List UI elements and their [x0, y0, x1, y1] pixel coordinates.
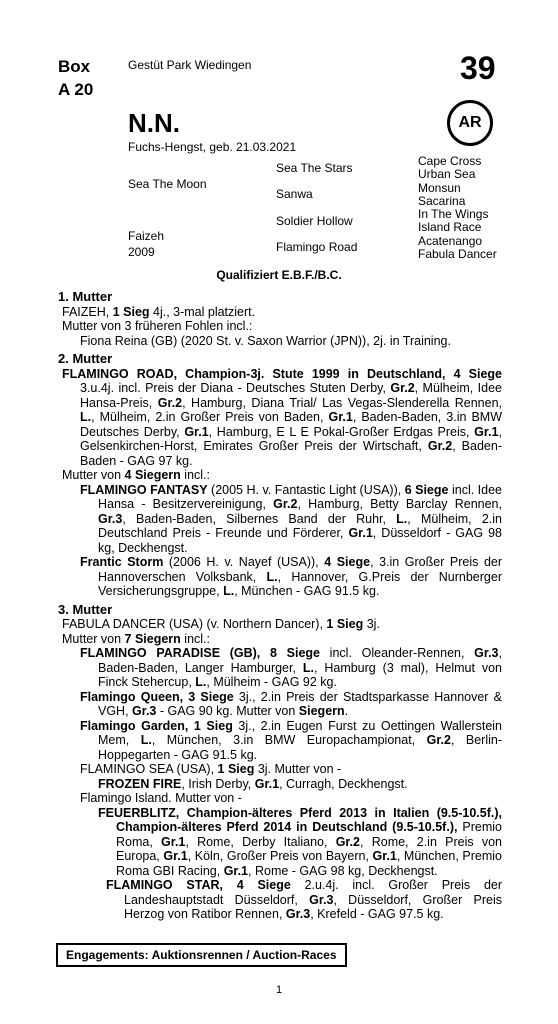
third-dam-foal: Flamingo Garden, 1 Sieg 3j., 2.in Eugen Furst zu Oettingen Wallerstein Mem, L., München, 3.in BMW Europachampionat, Gr.2, Berlin-Hoppegarten - GAG 91.5 kg.	[80, 718, 503, 762]
catalogue-body	[58, 286, 502, 922]
pedigree-gen3-item: Acatenango	[418, 233, 483, 248]
pedigree-sire: Sea The Moon	[128, 177, 207, 191]
second-dam-foal: Frantic Storm (2006 H. v. Nayef (USA)), 4 Siege, 3.in Großer Preis der Hannoverschen Volksbank, L., Hannover, G.Preis der Nurnberger Versicherungsgruppe, L., München - GAG 91.5 kg.	[80, 555, 503, 598]
pedigree-gen2: Sea The Stars	[276, 161, 353, 175]
pedigree-gen3-item: Sacarina	[418, 193, 466, 208]
lot-number: 39	[460, 50, 496, 86]
pedigree-gen2: Soldier Hollow	[276, 214, 353, 228]
first-dam-produce-intro: Mutter von 3 früheren Fohlen incl.:	[62, 319, 253, 333]
third-dam-produce-intro: Mutter von 7 Siegern incl.:	[62, 631, 210, 646]
pedigree-gen2: Sanwa	[276, 187, 313, 201]
page-number: 1	[275, 984, 283, 996]
grandfoal: FEUERBLITZ, Champion-älteres Pferd 2013 in Italien (9.5-10.5f.), Champion-älteres Pferd 2014 in Deutschland (9.5-10.5f.), Premio Roma, Gr.1, Rome, Derby Italiano, Gr.2, Rome, 2.in Preis von Europa, Gr.1, Köln, Großer Preis von Bayern, Gr.1, München, Premio Roma GBI Racing, Gr.1, Rome - GAG 98 kg, Deckhengst.	[98, 805, 503, 878]
second-dam-foal: FLAMINGO FANTASY (2005 H. v. Fantastic Light (USA)), 6 Siege incl. Idee Hansa - Besitzervereinigung, Gr.2, Hamburg, Betty Barclay Rennen, Gr.3, Baden-Baden, Silbernes Band der Ruhr, L., Mülheim, 2.in Deutschland Preis - Freunde und Förderer, Gr.1, Düsseldorf - GAG 98 kg, Deckhengst.	[80, 482, 503, 555]
pedigree-gen3-item: Monsun	[418, 180, 461, 195]
pedigree-gen3-item: Island Race	[418, 220, 482, 235]
box-label: Box	[58, 57, 91, 76]
horse-name: N.N.	[128, 108, 180, 138]
great-grandfoal: FLAMINGO STAR, 4 Siege 2.u.4j. incl. Großer Preis der Landeshauptstadt Düsseldorf, Gr.3, Düsseldorf, Großer Preis Herzog von Ratibor Rennen, Gr.3, Krefeld - GAG 97.5 kg.	[106, 878, 503, 921]
pedigree-gen3	[418, 155, 497, 261]
pedigree-gen3-item: Urban Sea	[418, 167, 476, 182]
ar-badge	[447, 100, 493, 146]
second-dam-produce-intro: Mutter von 4 Siegern incl.:	[62, 468, 210, 482]
first-dam-heading: 1. Mutter	[58, 289, 113, 304]
pedigree-gen3-item: Cape Cross	[418, 154, 482, 168]
pedigree-dam-year: 2009	[128, 245, 155, 259]
third-dam-foal: Flamingo Island. Mutter von -	[80, 791, 242, 805]
grandfoal: FROZEN FIRE, Irish Derby, Gr.1, Curragh, Deckhengst.	[98, 776, 408, 791]
engagements-box: Engagements: Auktionsrennen / Auction-Races	[56, 943, 347, 967]
box-value: A 20	[58, 80, 94, 99]
first-dam-record: FAIZEH, 1 Sieg 4j., 3-mal platziert.	[62, 304, 256, 319]
qualification: Qualifiziert E.B.F./B.C.	[216, 268, 342, 282]
pedigree-dam: Faizeh	[128, 229, 165, 243]
third-dam-foal: FLAMINGO PARADISE (GB), 8 Siege incl. Oleander-Rennen, Gr.3, Baden-Baden, Langer Hamburger, L., Hamburg (3 mal), Helmut von Finck Stehercup, L., Mülheim - GAG 92 kg.	[80, 646, 502, 689]
third-dam-foal: Flamingo Queen, 3 Siege 3j., 2.in Preis der Stadtsparkasse Hannover & VGH, Gr.3 - GAG 90 kg. Mutter von Siegern.	[80, 689, 502, 718]
third-dam-record: FABULA DANCER (USA) (v. Northern Dancer), 1 Sieg 3j.	[62, 617, 380, 631]
horse-details: Fuchs-Hengst, geb. 21.03.2021	[128, 140, 297, 154]
third-dam-heading: 3. Mutter	[58, 601, 113, 617]
ar-badge-text: AR	[458, 114, 482, 131]
pedigree-gen3-item: In The Wings	[418, 207, 489, 222]
pedigree-gen3-item: Fabula Dancer	[418, 247, 497, 262]
second-dam-record: FLAMINGO ROAD, Champion-3j. Stute 1999 in Deutschland, 4 Siege 3.u.4j. incl. Preis der Diana - Deutsches Stuten Derby, Gr.2, Mülheim, Idee Hansa-Preis, Gr.2, Hamburg, Diana Trial/ Las Vegas-Slenderella Rennen, L., Mülheim, 2.in Großer Preis von Baden, Gr.1, Baden-Baden, 3.in BMW Deutsches Derby, Gr.1, Hamburg, E L E Pokal-Großer Erdgas Preis, Gr.1, Gelsenkirchen-Horst, Emirates Großer Preis der Wirtschaft, Gr.2, Baden-Baden - GAG 97 kg.	[62, 366, 502, 468]
third-dam-foal: FLAMINGO SEA (USA), 1 Sieg 3j. Mutter von -	[80, 762, 342, 776]
stud-name: Gestüt Park Wiedingen	[128, 58, 252, 72]
box-number	[58, 55, 93, 101]
pedigree-gen2: Flamingo Road	[276, 240, 358, 254]
second-dam-heading: 2. Mutter	[58, 351, 113, 366]
first-dam-foal: Fiona Reina (GB) (2020 St. v. Saxon Warrior (JPN)), 2j. in Training.	[80, 333, 451, 348]
